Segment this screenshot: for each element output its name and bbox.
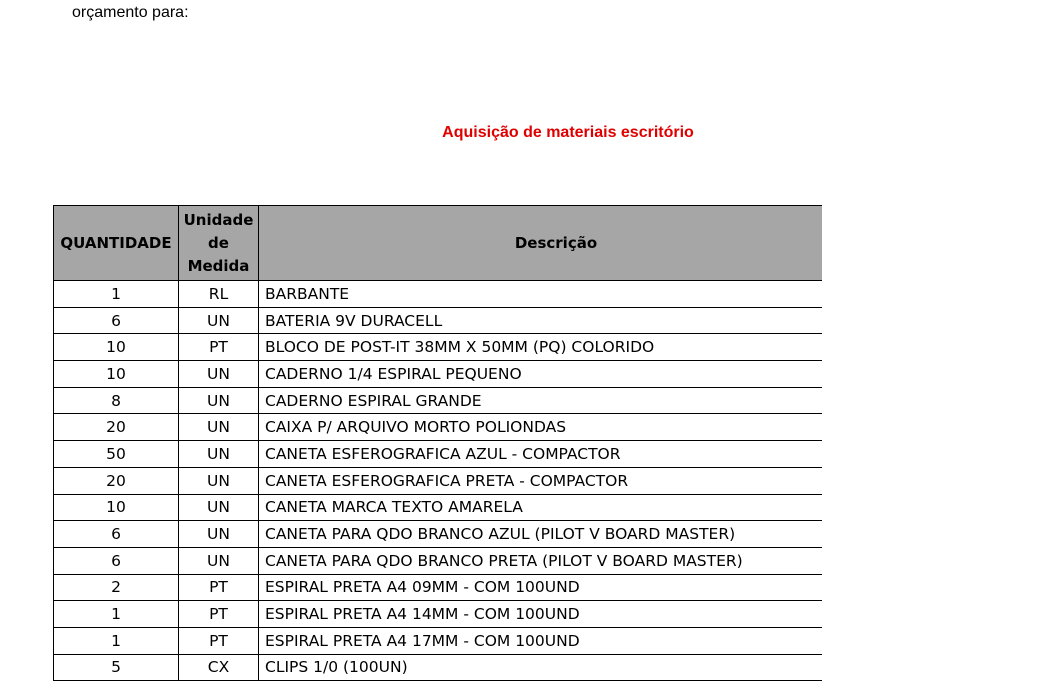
table-row <box>54 547 823 574</box>
materials-table <box>53 205 822 681</box>
description-cell: BATERIA 9V DURACELL <box>259 307 823 334</box>
unit-cell: UN <box>179 414 259 441</box>
quantity-cell: 10 <box>54 334 179 361</box>
unit-cell: CX <box>179 654 259 681</box>
quantity-cell: 10 <box>54 494 179 521</box>
table-row <box>54 387 823 414</box>
description-cell: BARBANTE <box>259 281 823 308</box>
table-row <box>54 467 823 494</box>
description-cell: ESPIRAL PRETA A4 14MM - COM 100UND <box>259 601 823 628</box>
description-cell: CADERNO 1/4 ESPIRAL PEQUENO <box>259 361 823 388</box>
unit-cell: PT <box>179 627 259 654</box>
quantity-cell: 20 <box>54 414 179 441</box>
quantity-cell: 8 <box>54 387 179 414</box>
unit-cell: UN <box>179 494 259 521</box>
table-row <box>54 414 823 441</box>
unit-cell: RL <box>179 281 259 308</box>
quantity-cell: 6 <box>54 521 179 548</box>
unit-cell: PT <box>179 334 259 361</box>
quantity-cell: 5 <box>54 654 179 681</box>
unit-cell: PT <box>179 574 259 601</box>
description-cell: ESPIRAL PRETA A4 17MM - COM 100UND <box>259 627 823 654</box>
quantity-cell: 1 <box>54 601 179 628</box>
intro-text: orçamento para: <box>72 4 189 21</box>
table-row <box>54 361 823 388</box>
table-row <box>54 654 823 681</box>
table-row <box>54 441 823 468</box>
table-header-row <box>54 206 823 281</box>
quantity-cell: 20 <box>54 467 179 494</box>
description-cell: CLIPS 1/0 (100UN) <box>259 654 823 681</box>
header-unit <box>179 206 259 281</box>
table-row <box>54 281 823 308</box>
quantity-cell: 10 <box>54 361 179 388</box>
quantity-cell: 2 <box>54 574 179 601</box>
quantity-cell: 6 <box>54 307 179 334</box>
table-row <box>54 574 823 601</box>
unit-cell: UN <box>179 441 259 468</box>
description-cell: CANETA ESFEROGRAFICA AZUL - COMPACTOR <box>259 441 823 468</box>
table-row <box>54 307 823 334</box>
unit-cell: UN <box>179 361 259 388</box>
unit-cell: PT <box>179 601 259 628</box>
description-cell: CADERNO ESPIRAL GRANDE <box>259 387 823 414</box>
table-body <box>54 281 823 681</box>
header-quantity: QUANTIDADE <box>54 206 179 281</box>
quantity-cell: 1 <box>54 281 179 308</box>
header-description: Descrição <box>259 206 823 281</box>
description-cell: CAIXA P/ ARQUIVO MORTO POLIONDAS <box>259 414 823 441</box>
header-unit-line1: Unidade <box>183 210 254 229</box>
table-row <box>54 627 823 654</box>
table-row <box>54 601 823 628</box>
unit-cell: UN <box>179 521 259 548</box>
header-unit-line3: Medida <box>187 256 250 275</box>
description-cell: ESPIRAL PRETA A4 09MM - COM 100UND <box>259 574 823 601</box>
unit-cell: UN <box>179 467 259 494</box>
table-row <box>54 494 823 521</box>
table-row <box>54 521 823 548</box>
description-cell: CANETA MARCA TEXTO AMARELA <box>259 494 823 521</box>
description-cell: CANETA PARA QDO BRANCO AZUL (PILOT V BOARD MASTER) <box>259 521 823 548</box>
description-cell: BLOCO DE POST-IT 38MM X 50MM (PQ) COLORIDO <box>259 334 823 361</box>
unit-cell: UN <box>179 547 259 574</box>
unit-cell: UN <box>179 387 259 414</box>
unit-cell: UN <box>179 307 259 334</box>
quantity-cell: 6 <box>54 547 179 574</box>
table-row <box>54 334 823 361</box>
description-cell: CANETA ESFEROGRAFICA PRETA - COMPACTOR <box>259 467 823 494</box>
quantity-cell: 1 <box>54 627 179 654</box>
description-cell: CANETA PARA QDO BRANCO PRETA (PILOT V BOARD MASTER) <box>259 547 823 574</box>
header-unit-line2: de <box>208 233 229 252</box>
quantity-cell: 50 <box>54 441 179 468</box>
materials-table-container <box>53 205 822 685</box>
document-title: Aquisição de materiais escritório <box>442 124 694 141</box>
